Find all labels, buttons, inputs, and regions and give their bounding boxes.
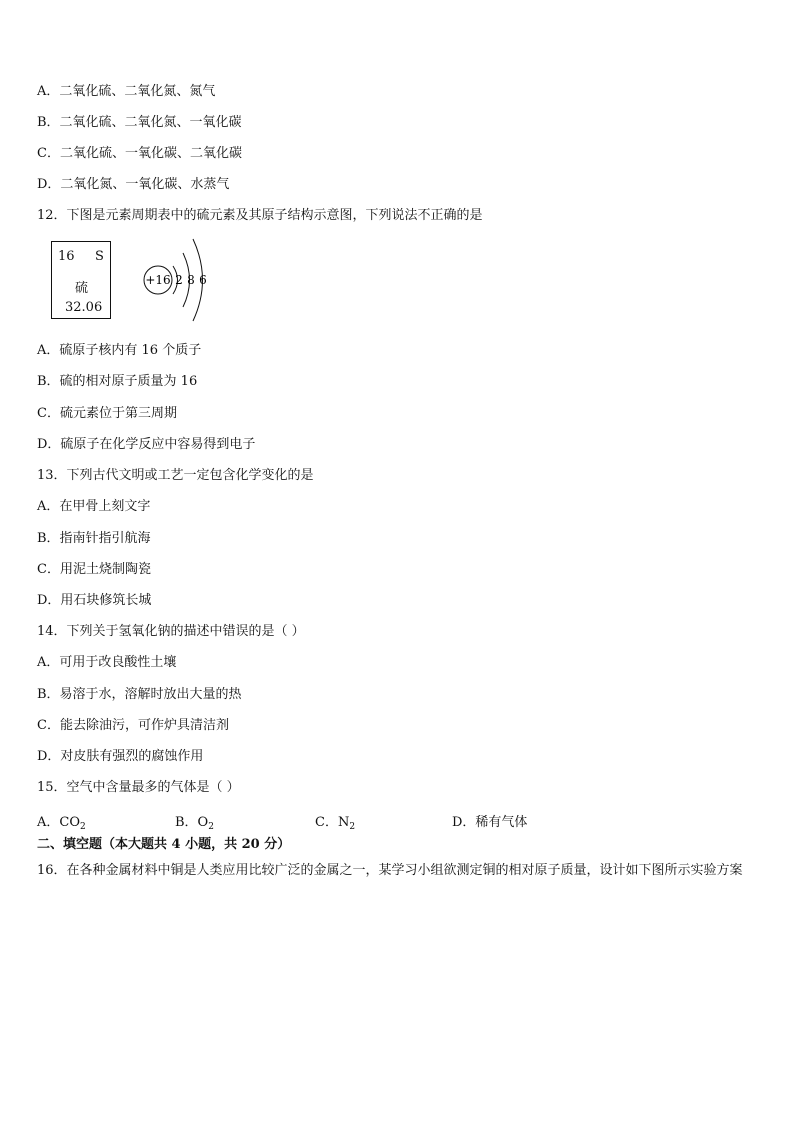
periodic-table-cell-sulfur (51, 241, 111, 319)
shell-electrons-1: 2 (175, 273, 183, 287)
q13-option-d: D．用石块修筑长城 (37, 593, 152, 608)
atom-structure-diagram (140, 233, 215, 328)
shell-electrons-3: 6 (199, 273, 207, 287)
q11-option-b: B．二氧化硫、二氧化氮、一氧化碳 (37, 115, 242, 130)
q15-option-d: D．稀有气体 (452, 815, 528, 830)
q16-stem: 16．在各种金属材料中铜是人类应用比较广泛的金属之一，某学习小组欲测定铜的相对原子质量，设计如下图所示实验方案 (37, 863, 743, 878)
q15-option-a: A．$CO_2$ (37, 815, 86, 832)
shell-electrons-2: 8 (187, 273, 195, 287)
atomic-number: 16 (58, 249, 75, 264)
q12-option-b: B．硫的相对原子质量为 16 (37, 374, 198, 389)
q14-option-d: D．对皮肤有强烈的腐蚀作用 (37, 749, 204, 764)
q13-option-b: B．指南针指引航海 (37, 531, 151, 546)
section-2-heading: 二、填空题（本大题共 4 小题，共 20 分） (37, 837, 291, 852)
q15-option-c: C．$N_2$ (315, 815, 356, 832)
q12-option-d: D．硫原子在化学反应中容易得到电子 (37, 437, 256, 452)
nucleus-charge: +16 (145, 273, 171, 287)
q14-option-b: B．易溶于水，溶解时放出大量的热 (37, 687, 242, 702)
q11-option-c: C．二氧化硫、一氧化碳、二氧化碳 (37, 146, 242, 161)
q12-option-a: A．硫原子核内有 16 个质子 (37, 343, 202, 358)
element-name: 硫 (75, 281, 89, 296)
q14-stem: 14．下列关于氢氧化钠的描述中错误的是（ ） (37, 624, 305, 639)
q11-option-d: D．二氧化氮、一氧化碳、水蒸气 (37, 177, 230, 192)
q14-option-c: C．能去除油污，可作炉具清洁剂 (37, 718, 229, 733)
q13-option-a: A．在甲骨上刻文字 (37, 499, 151, 514)
q15-option-b: B．$O_2$ (175, 815, 214, 832)
q12-option-c: C．硫元素位于第三周期 (37, 406, 177, 421)
q12-stem: 12．下图是元素周期表中的硫元素及其原子结构示意图，下列说法不正确的是 (37, 208, 483, 223)
q15-options-row (37, 811, 757, 832)
element-symbol: S (95, 249, 104, 264)
q13-stem: 13．下列古代文明或工艺一定包含化学变化的是 (37, 468, 314, 483)
q13-option-c: C．用泥土烧制陶瓷 (37, 562, 151, 577)
q15-stem: 15．空气中含量最多的气体是（ ） (37, 780, 240, 795)
q11-option-a: A．二氧化硫、二氧化氮、氮气 (37, 84, 216, 99)
q14-option-a: A．可用于改良酸性土壤 (37, 655, 177, 670)
atomic-mass: 32.06 (65, 300, 103, 315)
